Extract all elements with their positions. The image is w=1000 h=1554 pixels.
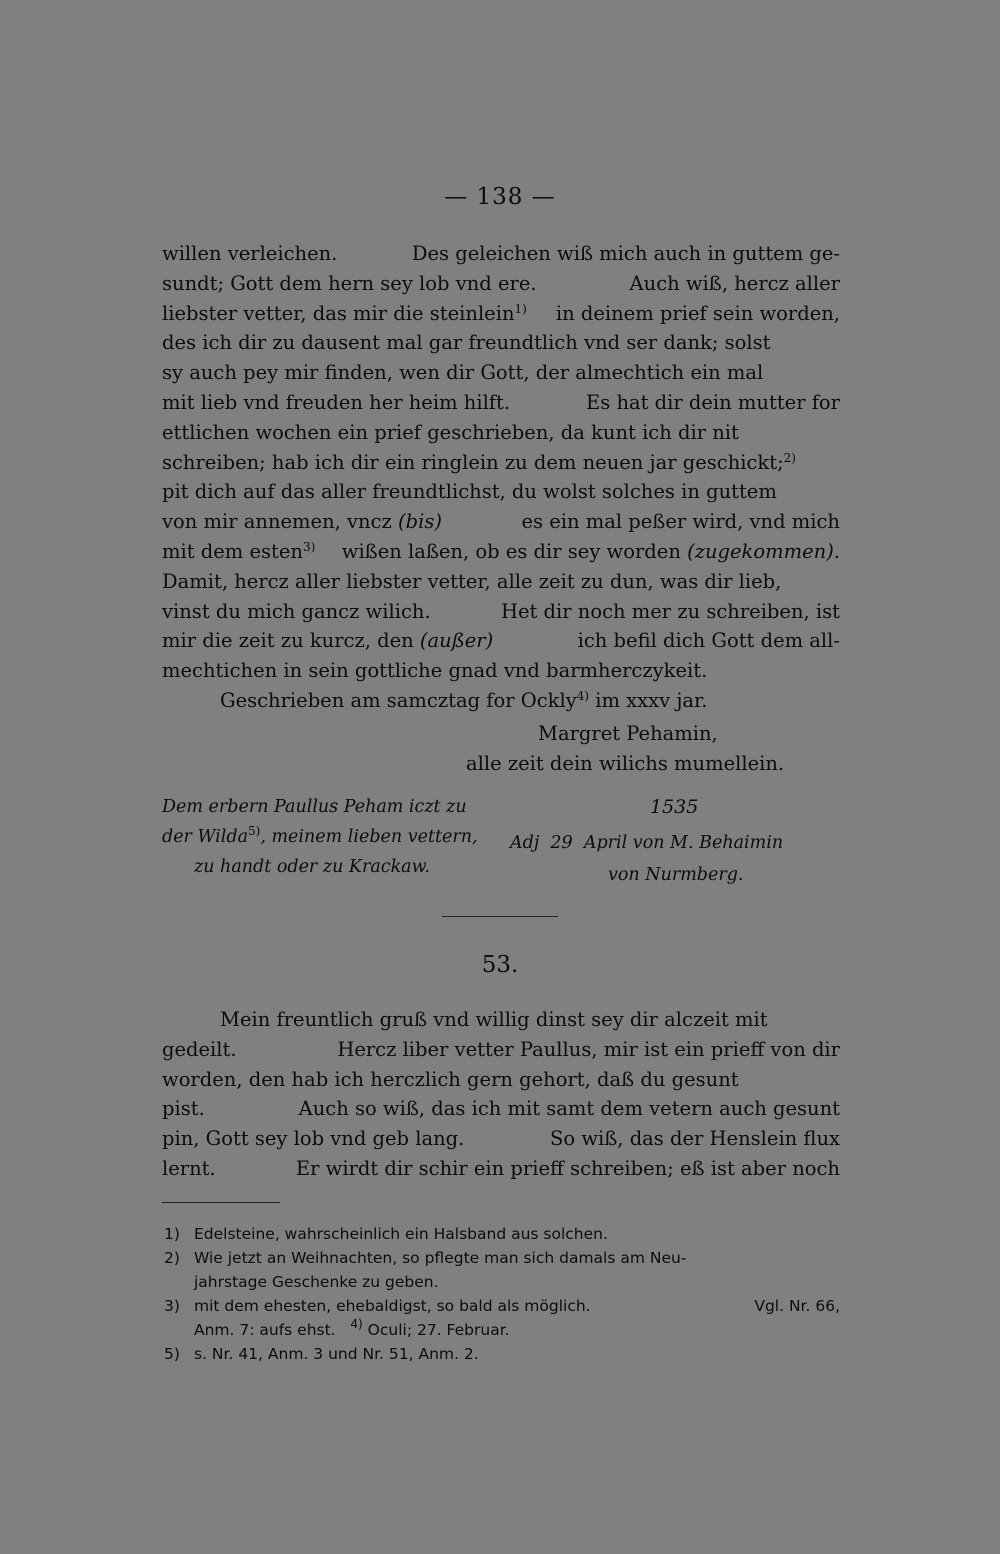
text-line: mir die zeit zu kurcz, den (außer) ich befil dich Gott dem all- [162,629,840,653]
text-line: von mir annemen, vncz (bis) es ein mal peßer wird, vnd mich [162,510,840,534]
footnote-rule [162,1202,280,1203]
text-line: pit dich auf das aller freundtlichst, du wolst solches in guttem [162,480,777,504]
footnote: 3) mit dem ehesten, ehebaldigst, so bald als möglich. Vgl. Nr. 66, [164,1297,840,1315]
text-line: pin, Gott sey lob vnd geb lang. So wiß, das der Henslein flux [162,1127,840,1151]
signature-name: Margret Pehamin, [538,722,718,745]
text-line: mit dem esten$^{3)}$ wißen laßen, ob es dir sey worden (zugekommen). [162,539,840,563]
text-line: gedeilt. Hercz liber vetter Paullus, mir ist ein prieff von dir [162,1037,840,1061]
signature-closing: alle zeit dein wilichs mumellein. [466,752,785,775]
section-number: 53. [481,952,519,978]
footnote: 5) s. Nr. 41, Anm. 3 und Nr. 51, Anm. 2. [164,1345,479,1363]
footnote-continuation: jahrstage Geschenke zu geben. [194,1273,439,1291]
section-divider [442,916,558,917]
footnote-ref: 4) [576,688,590,703]
footnote-ref: 5) [248,824,261,838]
text-line: liebster vetter, das mir die steinlein$^{1)}$ in deinem prief sein worden, [162,301,840,325]
docket-line: von Nurmberg. [608,865,744,885]
footnote-continuation: Anm. 7: aufs ehst. $^{4)}$ Oculi; 27. Februar. [194,1317,510,1339]
page-number: — 138 — [444,184,556,210]
text-line: des ich dir zu dausent mal gar freundtlich vnd ser dank; solst [162,331,771,355]
footnote-ref: 1) [514,301,527,316]
text-line: ettlichen wochen ein prief geschrieben, da kunt ich dir nit [162,420,739,444]
letter-52-body [162,239,840,716]
footnotes [164,1222,840,1366]
editor-gloss: (bis) [398,510,442,534]
text-line: pist. Auch so wiß, das ich mit samt dem vetern auch gesunt [162,1097,840,1121]
text-line: Geschrieben am samcztag for Ockly$^{4)}$ im xxxv jar. [220,688,708,712]
address-line: Dem erbern Paullus Peham iczt zu [162,797,467,817]
address-line: zu handt oder zu Krackaw. [194,857,431,877]
docket-year: 1535 [650,796,699,818]
footnote: 1) Edelsteine, wahrscheinlich ein Halsband aus solchen. [164,1225,608,1243]
text-line: lernt. Er wirdt dir schir ein prieff schreiben; eß ist aber noch [162,1156,840,1180]
address-line: der Wilda$^{5)}$, meinem lieben vettern, [162,824,478,847]
text-line: vinst du mich gancz wilich. Het dir noch mer zu schreiben, ist [162,599,840,623]
editor-gloss: (außer) [419,629,494,653]
footnote-ref: 3) [302,539,316,554]
footnote-ref: 2) [783,450,796,465]
text-line: mechtichen in sein gottliche gnad vnd barmherczykeit. [162,659,708,683]
editor-gloss: (zugekommen). [687,539,840,563]
text-line: mit lieb vnd freuden her heim hilft. Es hat dir dein mutter for [162,390,840,414]
text-line: willen verleichen. Des geleichen wiß mich auch in guttem ge- [162,242,840,265]
text-line: worden, den hab ich herczlich gern gehort, daß du gesunt [162,1067,739,1091]
text-line: sundt; Gott dem hern sey lob vnd ere. Auch wiß, hercz aller [162,271,840,295]
letter-53-body [162,1005,840,1184]
docket-line: Adj 29 April von M. Behaimin [510,833,784,853]
text-line: schreiben; hab ich dir ein ringlein zu dem neuen jar geschickt;$^{2)}$ [162,450,796,474]
text-line: sy auch pey mir finden, wen dir Gott, der almechtich ein mal [162,361,764,385]
text-line: Damit, hercz aller liebster vetter, alle zeit zu dun, was dir lieb, [162,569,782,593]
footnote: 2) Wie jetzt an Weihnachten, so pflegte man sich damals am Neu- [164,1249,687,1267]
text-line: Mein freuntlich gruß vnd willig dinst sey dir alczeit mit [220,1008,768,1031]
